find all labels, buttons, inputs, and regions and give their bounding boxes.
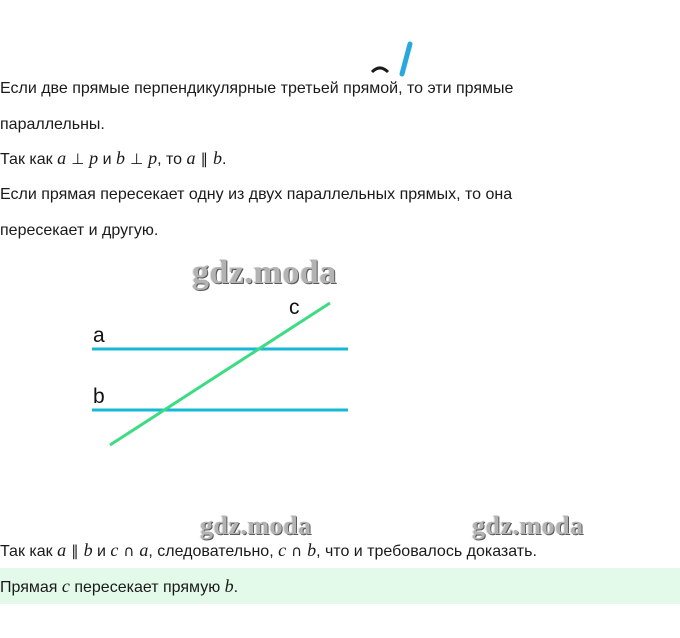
text: . <box>233 579 239 596</box>
paragraph-3-line-1: Если прямая пересекает одну из двух параллельных прямых, то она <box>0 186 513 203</box>
text: , то <box>157 151 187 168</box>
conclusion-line <box>0 539 537 563</box>
label-a: a <box>93 324 105 347</box>
math-var: a <box>186 148 196 168</box>
paragraph-2 <box>0 147 226 171</box>
math-var: c <box>278 540 287 560</box>
parallel-symbol: ∥ <box>200 150 208 168</box>
intersect-symbol: ∩ <box>123 542 135 560</box>
intersect-symbol: ∩ <box>291 542 303 560</box>
math-var: b <box>224 576 234 596</box>
watermark: gdz.moda <box>192 254 337 291</box>
top-partial-mark <box>360 40 420 78</box>
watermark: gdz.moda <box>472 511 584 540</box>
paragraph-1-line-1: Если две прямые перпендикулярные третьей прямой, то эти прямые <box>0 80 514 97</box>
text: , следовательно, <box>148 543 279 560</box>
math-var: p <box>148 148 158 168</box>
text: Прямая <box>0 579 62 596</box>
text: . <box>221 151 227 168</box>
math-var: c <box>110 540 119 560</box>
text: и <box>98 151 116 168</box>
text: Так как <box>0 543 58 560</box>
math-var: a <box>139 540 149 560</box>
text: и <box>92 543 111 560</box>
math-var: b <box>83 540 93 560</box>
perp-symbol: ⊥ <box>130 150 144 168</box>
label-b: b <box>93 385 105 408</box>
parallel-symbol: ∥ <box>71 542 79 560</box>
paragraph-1-line-2: параллельны. <box>0 116 105 133</box>
math-var: a <box>57 148 67 168</box>
text: пересекает прямую <box>69 579 225 596</box>
paragraph-3-line-2: пересекает и другую. <box>0 222 159 239</box>
answer-line <box>0 575 238 599</box>
math-var: b <box>116 148 125 168</box>
math-var: b <box>212 148 222 168</box>
math-var: b <box>307 540 317 560</box>
perp-symbol: ⊥ <box>71 150 85 168</box>
geometry-diagram <box>80 290 370 460</box>
math-var: p <box>89 148 99 168</box>
label-c: c <box>289 296 300 319</box>
answer-box <box>0 568 680 604</box>
watermark: gdz.moda <box>200 511 312 540</box>
text: , что и требовалось доказать. <box>316 543 537 560</box>
line-c <box>110 303 330 445</box>
math-var: a <box>57 540 67 560</box>
text: Так как <box>0 151 58 168</box>
math-var: c <box>61 576 70 596</box>
